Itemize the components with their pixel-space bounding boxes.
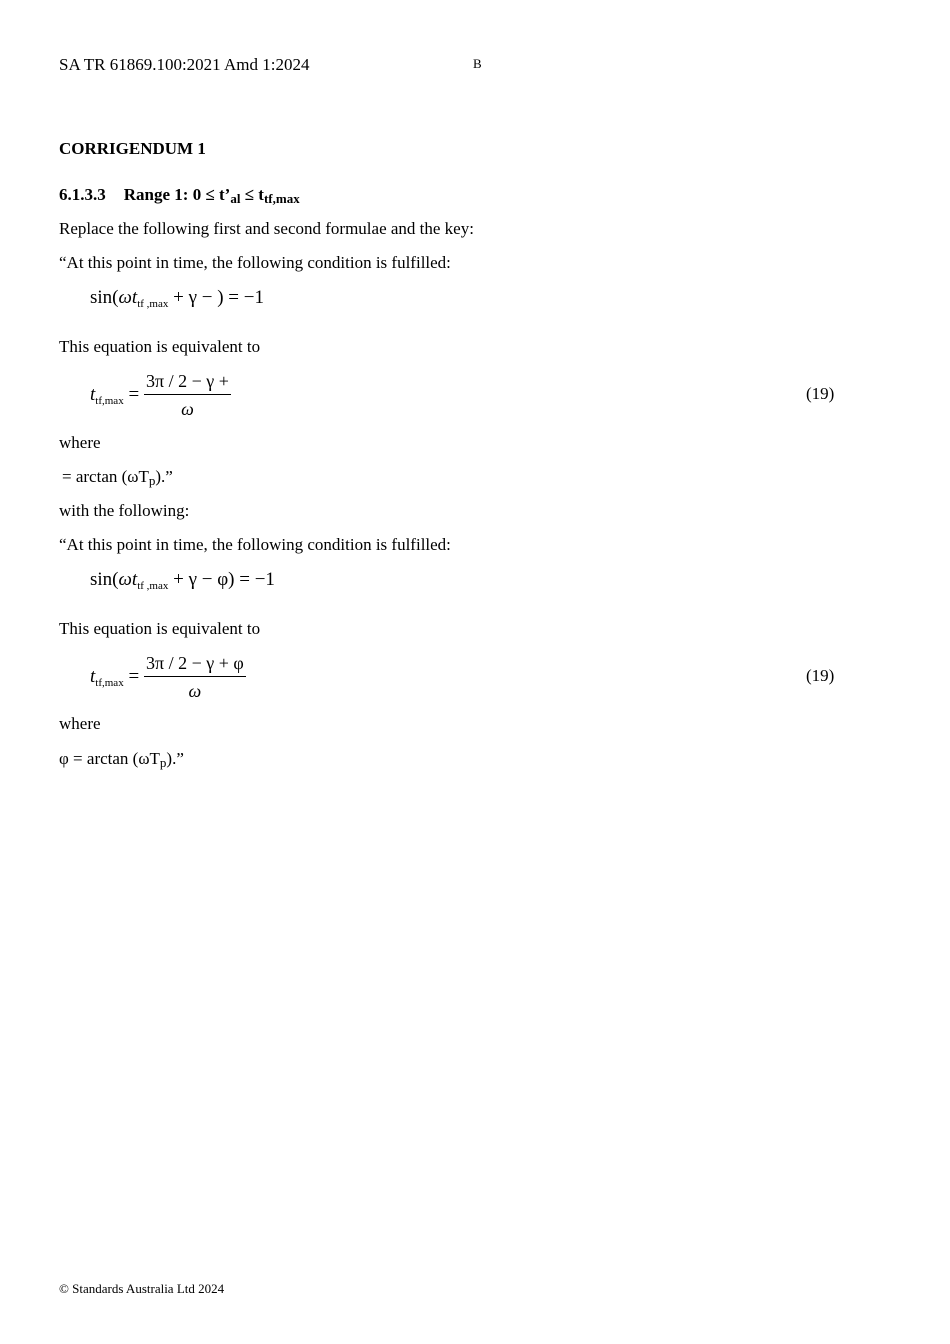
eq-part: ωt (118, 569, 138, 590)
section-number: 6.1.3.3 (59, 185, 106, 204)
page-mark: B (473, 56, 482, 71)
section-sub: al (230, 191, 241, 206)
equation-number: (19) (806, 666, 835, 685)
new-definition (59, 749, 184, 771)
old-equation-2-fraction (144, 371, 231, 420)
section-sub: tf,max (263, 191, 300, 206)
old-quote: “At this point in time, the following condition is fulfilled: (59, 253, 451, 272)
section-heading (59, 185, 300, 207)
def-text: = arctan (ωT (62, 467, 149, 486)
eq-sub: tf,max (95, 395, 124, 407)
equation-number: (19) (806, 384, 835, 403)
old-equation-2-lhs (90, 384, 139, 406)
new-equivalent-text: This equation is equivalent to (59, 619, 261, 638)
old-definition (62, 467, 173, 489)
eq-part: = (128, 666, 140, 687)
eq-part: sin( (90, 569, 119, 590)
section-title: Range 1: 0 ≤ t’ (123, 185, 231, 204)
def-sub: p (148, 473, 156, 488)
eq-part: + γ − ) = −1 (168, 287, 264, 308)
eq-sub: tf ,max (137, 580, 169, 592)
new-equation-2-fraction (144, 653, 246, 702)
new-equation-2-lhs (90, 666, 139, 688)
eq-part: = (128, 384, 140, 405)
corrigendum-heading: CORRIGENDUM 1 (59, 139, 206, 158)
def-text: ).” (166, 749, 184, 768)
intro-text: Replace the following first and second formulae and the key: (59, 219, 474, 238)
def-sub: p (159, 755, 167, 770)
footer-copyright: © Standards Australia Ltd 2024 (59, 1281, 225, 1296)
eq-part: + γ − φ) = −1 (168, 569, 275, 590)
new-quote: “At this point in time, the following condition is fulfilled: (59, 535, 451, 554)
def-text: ).” (155, 467, 173, 486)
document-id: SA TR 61869.100:2021 Amd 1:2024 (59, 55, 310, 74)
new-equation-1 (90, 569, 275, 591)
eq-part: t (90, 384, 96, 405)
denominator: ω (181, 399, 194, 419)
old-equivalent-text: This equation is equivalent to (59, 337, 261, 356)
with-following-text: with the following: (59, 501, 190, 520)
eq-sub: tf,max (95, 677, 124, 689)
eq-part: sin( (90, 287, 119, 308)
numerator: 3π / 2 − γ + φ (144, 653, 246, 677)
new-where: where (59, 714, 101, 733)
old-equation-1 (90, 287, 264, 309)
eq-part: t (90, 666, 96, 687)
old-where: where (59, 433, 101, 452)
eq-sub: tf ,max (137, 298, 169, 310)
eq-part: ωt (118, 287, 138, 308)
denominator: ω (188, 681, 202, 701)
numerator: 3π / 2 − γ + (144, 371, 231, 395)
section-title-mid: ≤ t (240, 185, 264, 204)
def-text: φ = arctan (ωT (59, 749, 160, 768)
